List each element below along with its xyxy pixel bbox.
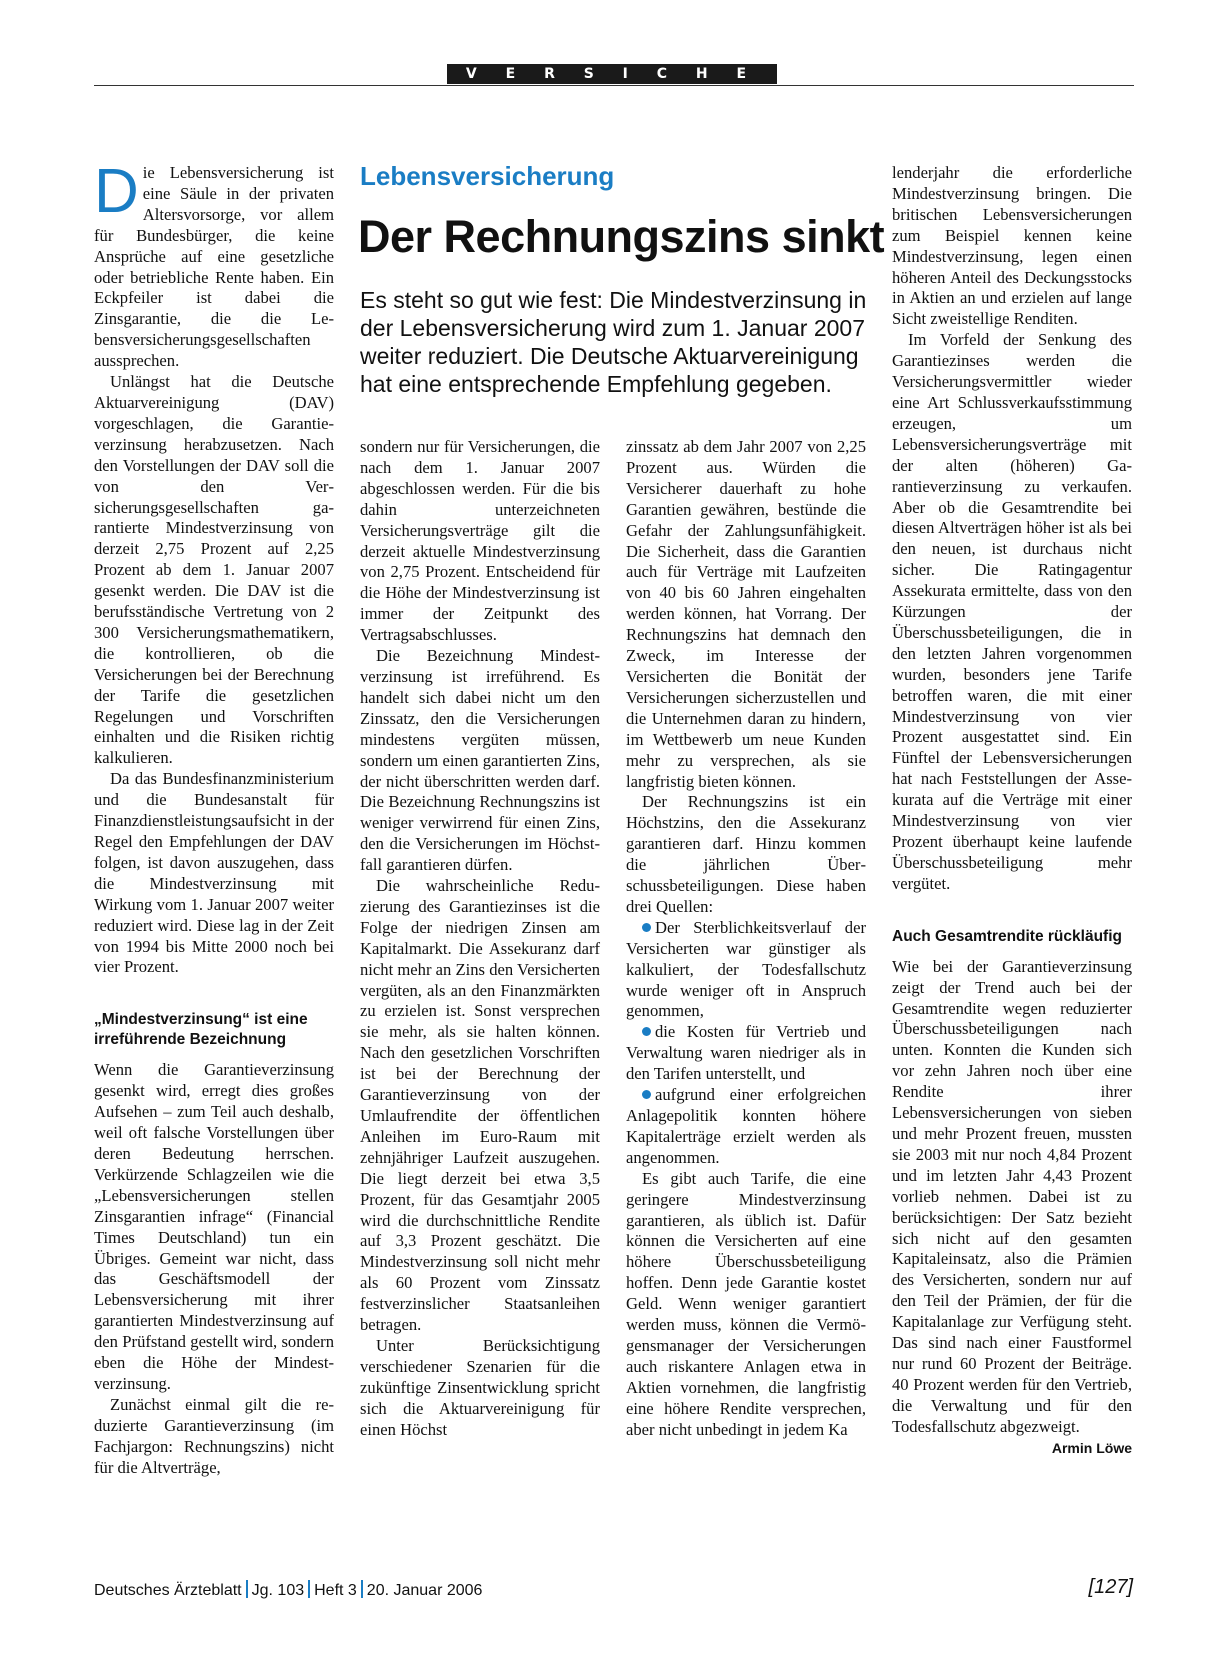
paragraph: Unlängst hat die Deutsche Aktuarvereinigung (DAV) vorgeschlagen, die Garantieverzinsung herabzusetzen. Nach den Vorstellungen der DAV soll die von den Versicherungsgesellschaften garantierte Mindestverzinsung von derzeit 2,75 Prozent auf 2,25 Prozent ab dem 1. Januar 2007 gesenkt werden. Die DAV ist die berufsständische Vertretung von 2 300 Versicherungsmathematikern, die kontrollieren, ob die Versicherungen bei der Berechnung der Tarife die gesetzlichen Regelungen und Vorschriften einhalten und die Risiken richtig kalkulieren. — [94, 372, 334, 768]
article-headline: Der Rechnungszins sinkt — [358, 211, 885, 262]
paragraph: Wenn die Garantieverzinsung gesenkt wird, erregt dies großes Aufsehen – zum Teil auch deshalb, weil oft falsche Vorstellungen über deren Bedeutung herrschen. Verkürzende Schlagzeilen wie die „Lebensversicherungen stellen Zinsgarantien infrage“ (Financial Times Deutschland) tun ein Übriges. Gemeint war nicht, dass das Geschäftsmodell der Lebensversicherung mit ihrer garantierten Mindestverzinsung auf den Prüfstand gestellt wird, sondern eben die Höhe der Mindestverzinsung. — [94, 1060, 334, 1393]
list-item: Der Sterblichkeitsverlauf der Versicherten war günstiger als kalkuliert, der Todesfallschutz wurde weniger oft in Anspruch genommen, — [626, 917, 866, 1021]
bullet-dot-icon — [642, 923, 651, 932]
paragraph: lenderjahr die erforderliche Mindestverzinsung bringen. Die britischen Lebensversicherungen zum Beispiel kennen keine Mindestverzinsung, legen einen höheren Anteil des Deckungsstocks in Aktien an und erzielen auf lange Sicht zweistellige Renditen. — [892, 163, 1132, 329]
section-label: V E R S I C H E R U N G E N — [447, 64, 777, 84]
bullet-dot-icon — [642, 1090, 651, 1099]
drop-cap: D — [94, 157, 139, 226]
bullet-list — [626, 918, 866, 1169]
journal-name: Deutsches Ärzteblatt — [94, 1582, 242, 1599]
subheading: Auch Gesamtrendite rückläufig — [892, 927, 1122, 945]
issue-date: 20. Januar 2006 — [366, 1582, 483, 1599]
paragraph: sondern nur für Versicherungen, die nach dem 1. Januar 2007 abgeschlossen werden. Für die bis dahin unterzeichneten Versicherungsverträge gilt die derzeit aktuelle Mindestverzinsung von 2,75 Prozent. Entscheidend für die Höhe der Mindestverzinsung ist immer der Zeitpunkt des Vertragsabschlusses. — [360, 437, 600, 645]
paragraph: Der Rechnungszins ist ein Höchstzins, den die Assekuranz garantieren darf. Hinzu kommen die jährlichen Überschussbeteiligungen. Diese haben drei Quellen: — [626, 792, 866, 916]
list-item: aufgrund einer erfolgreichen Anlagepolitik konnten höhere Kapitalerträge erzielt werden als angenommen. — [626, 1085, 866, 1167]
paragraph: Die Bezeichnung Mindestverzinsung ist irreführend. Es handelt sich dabei nicht um den Zinssatz, den die Versicherungen mindestens vergüten müssen, sondern um einen garantierten Zins, der nicht überschritten werden darf. Die Bezeichnung Rechnungszins ist weniger verwirrend für einen Zins, den die Versicherungen im Höchstfall garantieren dürfen. — [360, 646, 600, 875]
paragraph: Unter Berücksichtigung verschiedener Szenarien für die zukünftige Zinsentwicklung spricht sich die Aktuarvereinigung für einen Höchst — [360, 1335, 600, 1439]
article-lead: Es steht so gut wie fest: Die Mindestverzinsung in der Lebensversicherung wird zum 1. Januar 2007 weiter reduziert. Die Deutsche Aktuarvereinigung hat eine entsprechende Empfehlung gegeben. — [360, 287, 867, 397]
page-footer — [94, 1580, 482, 1600]
footer-separator — [361, 1580, 363, 1598]
column-3 — [626, 437, 866, 1441]
paragraph: Da das Bundesfinanzministerium und die Bundesanstalt für Finanzdienstleistungsaufsicht in der Regel den Empfehlungen der DAV folgen, ist davon auszugehen, dass die Mindestverzinsung mit Wirkung vom 1. Januar 2007 weiter reduziert wird. Diese lag in der Zeit von 1994 bis Mitte 2000 noch bei vier Prozent. — [94, 769, 334, 977]
subheading: „Mindestverzinsung“ ist eine irreführende Bezeichnung — [94, 1011, 308, 1049]
column-1 — [94, 157, 334, 1478]
journal-volume: Jg. 103 — [251, 1582, 305, 1599]
paragraph: Wie bei der Garantieverzinsung zeigt der Trend auch bei der Gesamtrendite wegen reduzierter Überschussbeteiligungen nach unten. Konnten die Kunden sich vor zehn Jahren noch über eine Rendite ihrer Lebensversicherungen von sieben und mehr Prozent freuen, mussten sie 2003 mit nur noch 4,84 Prozent und im letzten Jahr 4,43 Prozent vorlieb nehmen. Dabei ist zu berücksichtigen: Der Satz bezieht sich nicht auf den gesamten Kapitaleinsatz, also die Prämien des Versicherten, sondern nur auf den Teil der Prämien, der für die Kapitalanlage zur Verfügung steht. Das sind nach einer Faustformel nur rund 60 Prozent der Beiträge. 40 Prozent werden für den Vertrieb, die Verwaltung und für den Todesfallschutz abgezweigt. Armin Löwe — [892, 957, 1132, 1438]
paragraph: Zunächst einmal gilt die reduzierte Garantieverzinsung (im Fachjargon: Rechnungszins) nicht für die Altverträge, — [94, 1394, 334, 1477]
paragraph: zinssatz ab dem Jahr 2007 von 2,25 Prozent aus. Würden die Versicherer dauerhaft zu hohe Garantien gewähren, bestünde die Gefahr der Zahlungsunfähigkeit. Die Sicherheit, dass die Garantien auch für Verträge mit Laufzeiten von 40 bis 60 Jahren eingehalten werden können, hat Vorrang. Der Rechnungszins hat demnach den Zweck, im Interesse der Versicherten die Bonität der Versicherungen sicherzustellen und die Unternehmen daran zu hindern, im Wettbewerb um neue Kunden mehr zu versprechen, als sie langfristig bieten können. — [626, 437, 866, 791]
author-name: Armin Löwe — [1051, 1439, 1132, 1456]
column-4 — [892, 163, 1132, 1458]
list-item: die Kosten für Vertrieb und Verwaltung waren niedriger als in den Tarifen unterstellt, und — [626, 1022, 866, 1084]
page-number: [127] — [1088, 1576, 1133, 1598]
paragraph: Es gibt auch Tarife, die eine geringere Mindestverzinsung garantieren, als üblich ist. Dafür können die Versicherten auf eine höhere Überschussbeteiligung hoffen. Denn jede Garantie kostet Geld. Wenn weniger garantiert werden muss, können die Vermögensmanager der Versicherungen auch riskantere Anlagen etwa in Aktien vornehmen, die langfristig eine höhere Rendite versprechen, aber nicht unbedingt in jedem Ka — [626, 1168, 866, 1439]
paragraph: Die wahrscheinliche Reduzierung des Garantiezinses ist die Folge der niedrigen Zinsen am Kapitalmarkt. Die Assekuranz darf nicht mehr an Zins den Versicherten vergüten, als an den Finanzmärkten zu erzielen ist. Sonst versprechen sie mehr, als sie halten können. Nach den gesetzlichen Vorschriften ist bei der Berechnung der Garantieverzinsung von der Umlaufrendite der öffentlichen Anleihen im Euro-Raum mit zehnjähriger Laufzeit auszugehen. Die liegt derzeit bei etwa 3,5 Prozent, für das Gesamtjahr 2005 wird die durchschnittliche Rendite auf 3,3 Prozent geschätzt. Die Mindestverzinsung soll nicht mehr als 60 Prozent vom Zinssatz festverzinslicher Staatsanleihen betragen. — [360, 876, 600, 1335]
journal-issue: Heft 3 — [314, 1582, 357, 1599]
column-2 — [360, 437, 600, 1441]
footer-separator — [246, 1580, 248, 1598]
paragraph: ie Lebensversicherung ist eine Säule in der privaten Altersvorsorge, vor allem für Bundesbürger, die keine Ansprüche auf eine gesetzliche oder betriebliche Rente haben. Ein Eckpfeiler ist dabei die Zinsgarantie, die die Lebensversicherungsgesellschaften aussprechen. — [94, 163, 334, 371]
footer-separator — [308, 1580, 310, 1598]
bullet-dot-icon — [642, 1027, 651, 1036]
paragraph: Im Vorfeld der Senkung des Garantiezinses werden die Versicherungsvermittler wieder eine Art Schlussverkaufsstimmung erzeugen, um Lebensversicherungsverträge mit der alten (höheren) Garantieverzinsung zu verkaufen. Aber ob die Gesamtrendite bei diesen Altverträgen höher ist als bei den neuen, ist durchaus nicht sicher. Die Ratingagentur Assekurata ermittelte, dass von den Kürzungen der Überschussbeteiligungen, die in den letzten Jahren vorgenommen wurden, besonders jene Tarife betroffen waren, die mit einer Mindestverzinsung von vier Prozent ausgestattet sind. Ein Fünftel der Lebensversicherungen hat nach Feststellungen der Assekurata auf die Verträge mit einer Mindestverzinsung von vier Prozent überhaupt keine laufende Überschussbeteiligung mehr vergütet. — [892, 330, 1132, 893]
top-rule — [94, 85, 1134, 86]
article-kicker: Lebensversicherung — [360, 161, 615, 191]
